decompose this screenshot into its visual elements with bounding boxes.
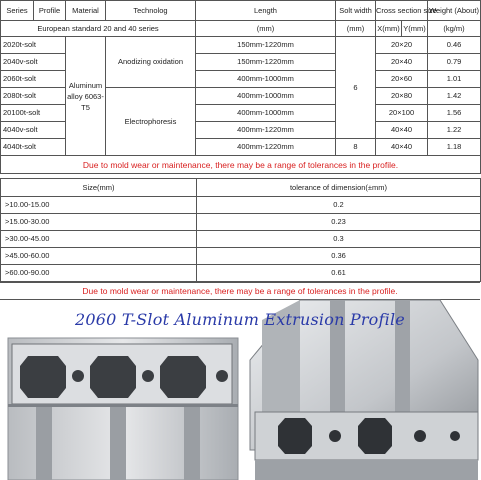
tolerance-cell: 0.23	[197, 214, 481, 231]
weight-unit: (kg/m)	[428, 21, 481, 37]
length-cell: 400mm-1220mm	[196, 139, 336, 156]
x-label: X(mm)	[376, 21, 402, 37]
size-range-cell: >60.00-90.00	[1, 265, 197, 282]
table-row	[1, 265, 481, 282]
weight-cell: 1.22	[428, 122, 481, 139]
tolerance-cell: 0.3	[197, 231, 481, 248]
header-weight: Weight (About)	[428, 1, 481, 21]
size-cell: 20×60	[376, 71, 428, 88]
technology-electrophoresis: Electrophoresis	[106, 88, 196, 156]
header-length: Length	[196, 1, 336, 21]
tolerance-cell: 0.61	[197, 265, 481, 282]
header-technolog: Technolog	[106, 1, 196, 21]
weight-cell: 0.46	[428, 37, 481, 54]
weight-cell: 1.56	[428, 105, 481, 122]
length-cell: 400mm-1000mm	[196, 88, 336, 105]
table-row	[1, 231, 481, 248]
size-cell: 40×40	[376, 139, 428, 156]
size-header: Size(mm)	[1, 179, 197, 197]
header-profile: Profile	[34, 1, 66, 21]
spec-table	[0, 0, 481, 174]
material-cell: Aluminum alloy 6063-T5	[66, 37, 106, 156]
profile-cell: 2040v-solt	[1, 54, 66, 71]
size-range-cell: >10.00-15.00	[1, 197, 197, 214]
tolerance-table	[0, 178, 481, 282]
profile-cell: 2060t-solt	[1, 71, 66, 88]
size-cell: 20×20	[376, 37, 428, 54]
header-cross-section: Cross section size	[376, 1, 428, 21]
weight-cell: 1.01	[428, 71, 481, 88]
size-cell: 20×40	[376, 54, 428, 71]
profile-cell: 2020t-solt	[1, 37, 66, 54]
length-cell: 150mm-1220mm	[196, 37, 336, 54]
tolerance-cell: 0.36	[197, 248, 481, 265]
profile-cell: 4040v-solt	[1, 122, 66, 139]
profile-end-view	[8, 338, 238, 480]
tolerance-header-row	[1, 179, 481, 197]
photo-title: 2060 T-Slot Aluminum Extrusion Profile	[75, 310, 405, 329]
solt-width-6: 6	[336, 37, 376, 139]
header-row	[1, 1, 481, 21]
profile-cell: 4040t-solt	[1, 139, 66, 156]
size-range-cell: >45.00-60.00	[1, 248, 197, 265]
profile-cell: 2080t-solt	[1, 88, 66, 105]
size-range-cell: >15.00-30.00	[1, 214, 197, 231]
header-material: Material	[66, 1, 106, 21]
series-description: European standard 20 and 40 series	[1, 21, 196, 37]
tolerance-cell: 0.2	[197, 197, 481, 214]
length-cell: 400mm-1000mm	[196, 105, 336, 122]
table-row	[1, 248, 481, 265]
solt-unit: (mm)	[336, 21, 376, 37]
technology-anodizing: Anodizing oxidation	[106, 37, 196, 88]
weight-cell: 0.79	[428, 54, 481, 71]
header-solt-width: Solt width	[336, 1, 376, 21]
weight-cell: 1.18	[428, 139, 481, 156]
length-cell: 150mm-1220mm	[196, 54, 336, 71]
table-row	[1, 197, 481, 214]
tolerance-warning-repeat: Due to mold wear or maintenance, there may be a range of tolerances in the profile.	[0, 282, 480, 300]
tolerance-warning: Due to mold wear or maintenance, there may be a range of tolerances in the profile.	[1, 156, 481, 174]
length-cell: 400mm-1220mm	[196, 122, 336, 139]
solt-width-8: 8	[336, 139, 376, 156]
size-range-cell: >30.00-45.00	[1, 231, 197, 248]
table-row	[1, 214, 481, 231]
size-cell: 20×100	[376, 105, 428, 122]
size-cell: 40×40	[376, 122, 428, 139]
warning-row	[1, 156, 481, 174]
subheader-row	[1, 21, 481, 37]
table-row	[1, 37, 481, 54]
weight-cell: 1.42	[428, 88, 481, 105]
size-cell: 20×80	[376, 88, 428, 105]
profile-cell: 20100t-solt	[1, 105, 66, 122]
length-unit: (mm)	[196, 21, 336, 37]
tolerance-header: tolerance of dimension(±mm)	[197, 179, 481, 197]
length-cell: 400mm-1000mm	[196, 71, 336, 88]
y-label: Y(mm)	[402, 21, 428, 37]
header-series: Series	[1, 1, 34, 21]
